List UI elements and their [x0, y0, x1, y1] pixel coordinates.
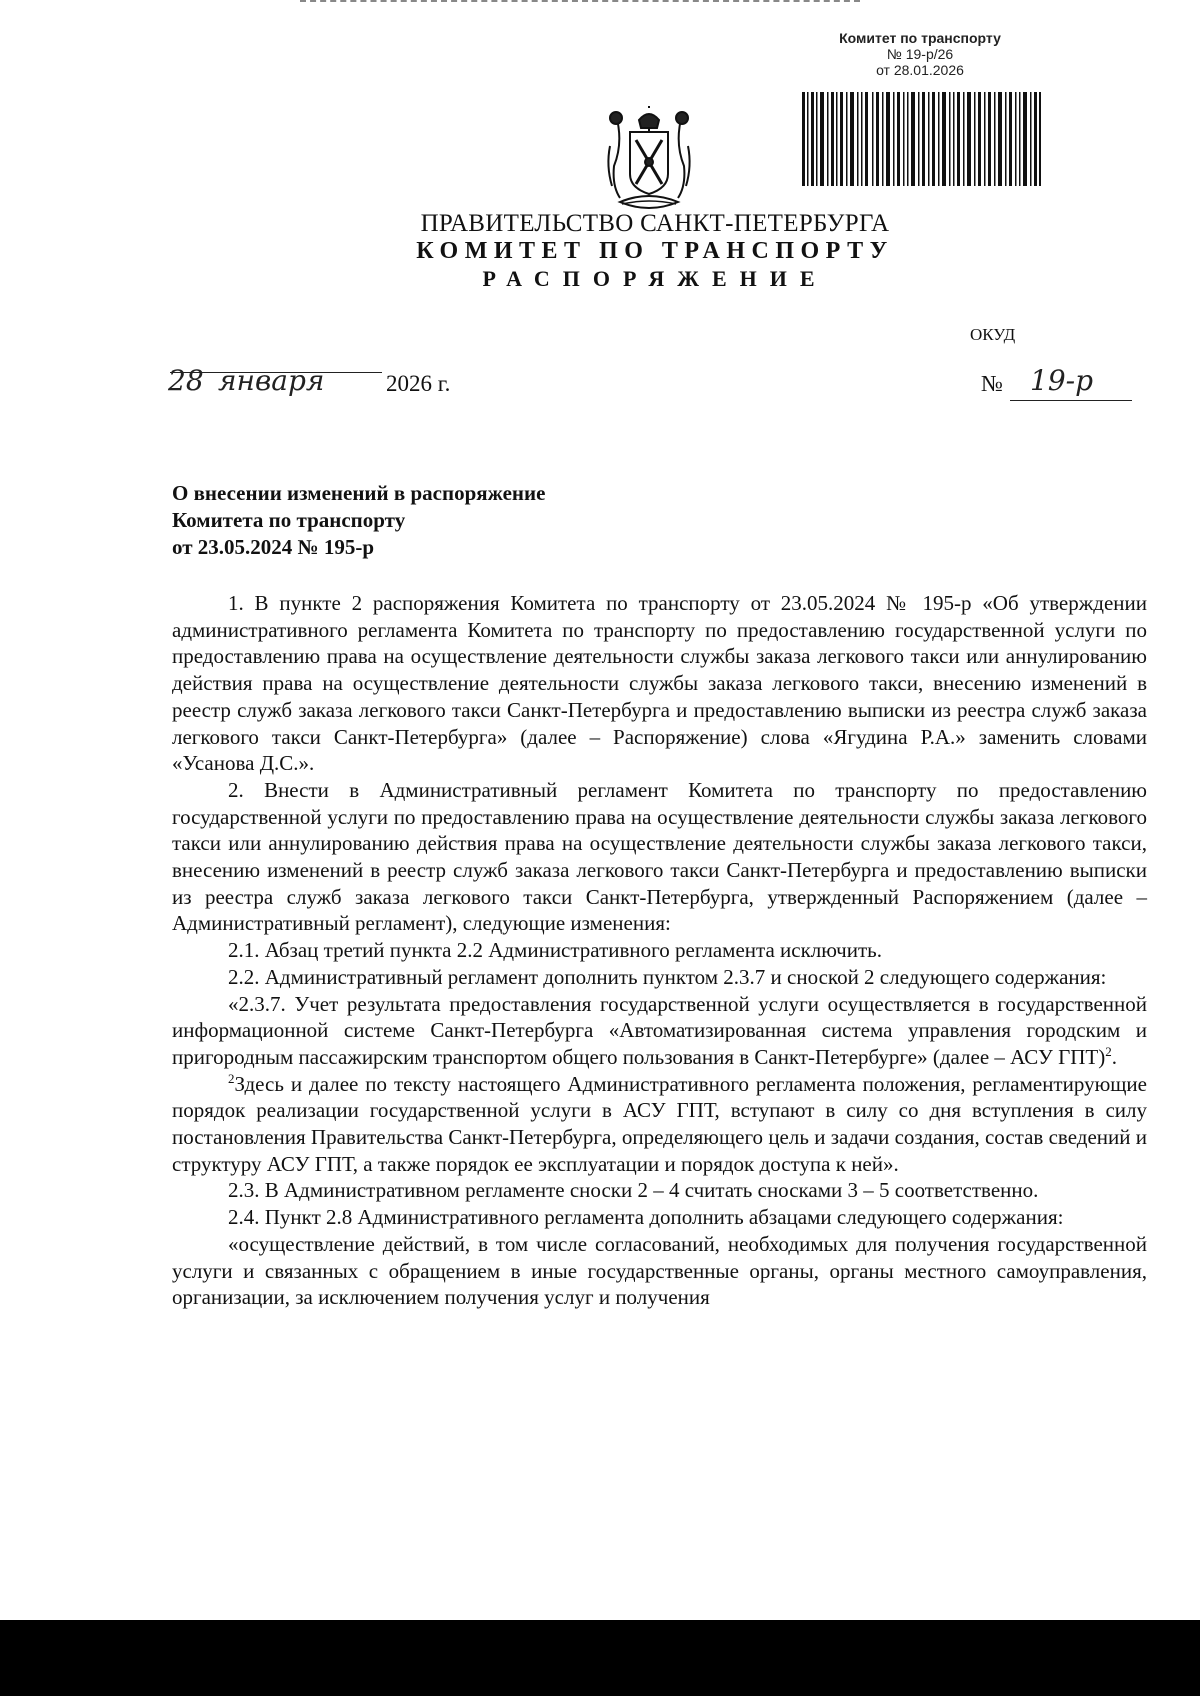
date-year: 2026 г.	[386, 371, 451, 396]
stamp-reg-date: от 28.01.2026	[876, 62, 964, 78]
footnote-2-text	[172, 1071, 1147, 1178]
okud-label: ОКУД	[970, 325, 1016, 344]
number-sign: №	[981, 371, 1003, 396]
date-day-handwritten: 28	[168, 364, 204, 397]
top-edge-dashes	[300, 0, 860, 4]
date-month-handwritten: января	[218, 364, 325, 397]
barcode-image	[802, 92, 1042, 186]
paragraph-2-2: 2.2. Административный регламент дополнить пунктом 2.3.7 и сноской 2 следующего содержания:	[228, 964, 1107, 989]
subject-line-1: О внесении изменений в распоряжение	[172, 481, 546, 505]
sentence-period: .	[1111, 1044, 1117, 1069]
document-type-heading: РАСПОРЯЖЕНИЕ	[482, 266, 828, 291]
document-subject	[172, 480, 545, 561]
document-number-handwritten: 19-р	[1030, 364, 1094, 397]
paragraph-2-3-7-quote	[172, 991, 1147, 1071]
paragraph-1: 1. В пункте 2 распоряжения Комитета по транспорту от 23.05.2024 № 195-р «Об утверждении административного регламента Комитета по транспорту по предоставлению государственной услуги по предоставлению права на осуществление деятельности службы заказа легкового такси или аннулированию действия права на осуществление деятельности службы заказа легкового такси, внесению изменений в реестр служб заказа легкового такси Санкт-Петербурга и предоставлению выписки из реестра служб заказа легкового такси Санкт-Петербурга» (далее – Распоряжение) слова «Ягудина Р.А.» заменить словами «Усанова Д.С.».	[172, 591, 1147, 776]
coat-of-arms-emblem	[600, 106, 698, 212]
footnote-number: 2	[228, 1070, 235, 1086]
subject-line-2: Комитета по транспорту	[172, 508, 406, 532]
paragraph-2-4: 2.4. Пункт 2.8 Административного регламента дополнить абзацами следующего содержания:	[228, 1205, 1064, 1230]
stamp-org: Комитет по транспорту	[839, 30, 1001, 46]
paragraph-2-1: 2.1. Абзац третий пункта 2.2 Административного регламента исключить.	[228, 938, 882, 963]
footnote-reference: 2	[1105, 1043, 1112, 1059]
committee-heading: КОМИТЕТ ПО ТРАНСПОРТУ	[416, 238, 894, 264]
registration-stamp	[790, 30, 1050, 78]
subject-line-3: от 23.05.2024 № 195-р	[172, 535, 375, 559]
scan-bottom-bar	[0, 1620, 1200, 1696]
paragraph-2: 2. Внести в Административный регламент Комитета по транспорту по предоставлению государственной услуги по предоставлению права на осуществление деятельности службы заказа легкового такси или аннулированию действия права на осуществление деятельности службы заказа легкового такси, внесению изменений в реестр служб заказа легкового такси Санкт-Петербурга и предоставлению выписки из реестра служб заказа легкового такси Санкт-Петербурга, утвержденный Распоряжением (далее – Административный регламент), следующие изменения:	[172, 777, 1147, 936]
government-heading: ПРАВИТЕЛЬСТВО САНКТ-ПЕТЕРБУРГА	[420, 210, 890, 237]
stamp-reg-number: № 19-р/26	[886, 46, 954, 62]
paragraph-2-3: 2.3. В Административном регламенте сноски 2 – 4 считать сносками 3 – 5 соответственно.	[228, 1178, 1039, 1203]
paragraph-quote-continues: «осуществление действий, в том числе согласований, необходимых для получения государственной услуги и связанных с обращением в иные государственные органы, органы местного самоуправления, организации, за исключением получения услуг и получения	[172, 1231, 1147, 1310]
footnote-body: Здесь и далее по тексту настоящего Административного регламента положения, регламентирующие порядок реализации государственной услуги в АСУ ГПТ, вступают в силу со дня вступления в силу постановления Правительства Санкт-Петербурга, определяющего цель и задачи создания, состав сведений и структуру АСУ ГПТ, а также порядок ее эксплуатации и порядок доступа к ней».	[172, 1071, 1147, 1176]
document-body	[172, 590, 1147, 1311]
quote-text: «2.3.7. Учет результата предоставления государственной услуги осуществляется в государственной информационной системе Санкт-Петербурга «Автоматизированная система управления городским и пригородным пассажирским транспортом общего пользования в Санкт-Петербурге» (далее – АСУ ГПТ)	[172, 991, 1147, 1069]
number-underline	[1010, 400, 1132, 401]
